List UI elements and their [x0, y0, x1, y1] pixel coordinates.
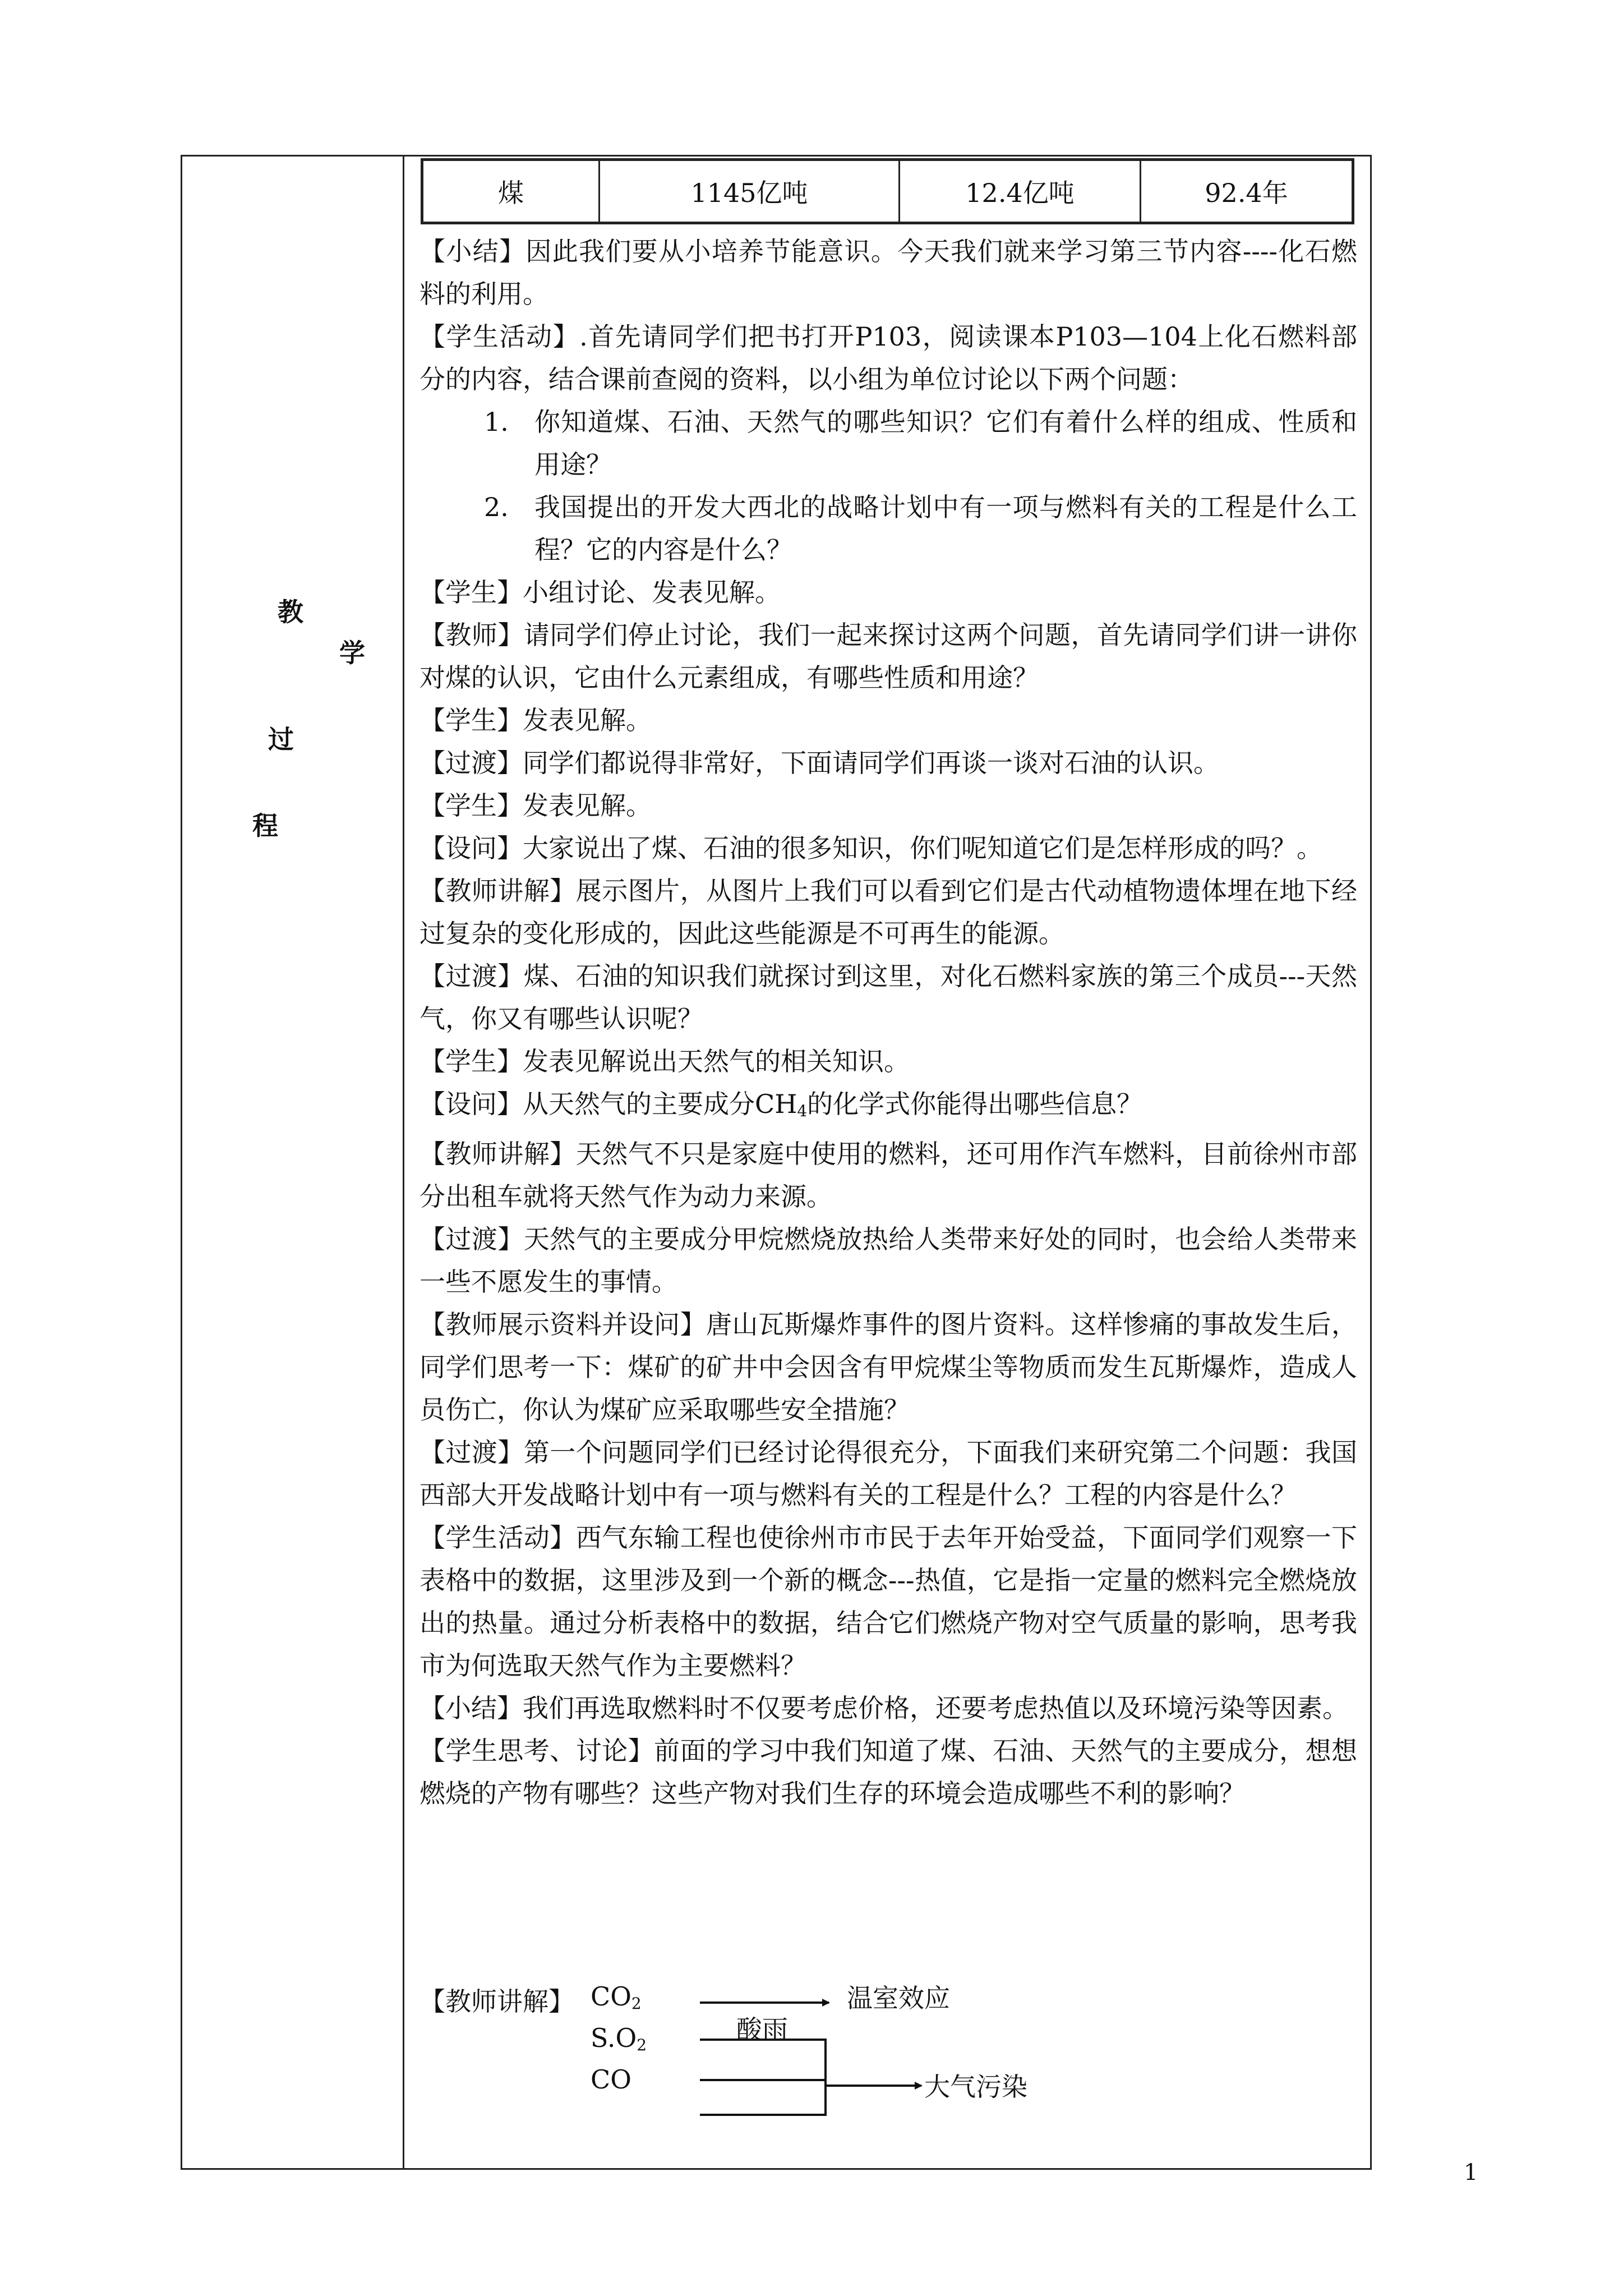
air-pollution-label: 大气污染 [924, 2072, 1027, 2102]
question-1: 1. 你知道煤、石油、天然气的哪些知识？它们有着什么样的组成、性质和用途？ [484, 407, 1357, 480]
paragraph-transition-2: 【过渡】煤、石油的知识我们就探讨到这里，对化石燃料家族的第三个成员---天然气，你又有哪些认识呢？ [419, 961, 1357, 1034]
question-2: 2. 我国提出的开发大西北的战略计划中有一项与燃料有关的工程是什么工程？它的内容是什么？ [484, 492, 1357, 565]
fuel-reserve-cell: 1145亿吨 [600, 161, 900, 222]
section-label-char-4: 程 [252, 811, 278, 841]
paragraph-summary-1: 【小结】因此我们要从小培养节能意识。今天我们就来学习第三节内容----化石燃料的利用。 [419, 236, 1358, 309]
co-label: CO [591, 2064, 631, 2095]
paragraph-transition-1: 【过渡】同学们都说得非常好，下面请同学们再谈一谈对石油的认识。 [419, 748, 1219, 778]
acid-rain-label: 酸雨 [736, 2014, 788, 2045]
column-divider [403, 155, 404, 2170]
paragraph-student-1: 【学生】小组讨论、发表见解。 [419, 577, 781, 608]
paragraph-question-2: 【设问】从天然气的主要成分$CH_4$的化学式你能得出哪些信息？ [419, 1089, 1143, 1120]
paragraph-student-activity-1: 【学生活动】.首先请同学们把书打开P103，阅读课本P103—104上化石燃料部分的内容，结合课前查阅的资料，以小组为单位讨论以下两个问题： [419, 321, 1357, 394]
co2-label: $CO_2$ [591, 1981, 642, 2013]
paragraph-student-2: 【学生】发表见解。 [419, 705, 652, 735]
paragraph-transition-4: 【过渡】第一个问题同学们已经讨论得很充分，下面我们来研究第二个问题：我国西部大开发战略计划中有一项与燃料有关的工程是什么？工程的内容是什么？ [419, 1437, 1358, 1510]
paragraph-question-1: 【设问】大家说出了煤、石油的很多知识，你们呢知道它们是怎样形成的吗？。 [419, 833, 1322, 863]
acid-rain-bracket [700, 2040, 826, 2115]
paragraph-transition-3: 【过渡】天然气的主要成分甲烷燃烧放热给人类带来好处的同时，也会给人类带来一些不愿发生的事情。 [419, 1224, 1358, 1297]
paragraph-student-activity-2: 【学生活动】西气东输工程也使徐州市市民于去年开始受益，下面同学们观察一下表格中的数据，这里涉及到一个新的概念---热值，它是指一定量的燃料完全燃烧放出的热量。通过分析表格中的数据，结合它们燃烧产物对空气质量的影响，思考我市为何选取天然气作为主要燃料？ [419, 1522, 1358, 1681]
paragraph-teacher-explain-2: 【教师讲解】天然气不只是家庭中使用的燃料，还可用作汽车燃料，目前徐州市部分出租车就将天然气作为动力来源。 [419, 1139, 1358, 1212]
fuel-name-cell: 煤 [423, 161, 600, 222]
section-label-char-2: 学 [339, 638, 365, 668]
paragraph-student-4: 【学生】发表见解说出天然气的相关知识。 [419, 1046, 910, 1076]
paragraph-summary-2: 【小结】我们再选取燃料时不仅要考虑价格，还要考虑热值以及环境污染等因素。 [419, 1693, 1348, 1723]
fuel-reserve-table [421, 158, 1354, 224]
paragraph-student-discussion: 【学生思考、讨论】前面的学习中我们知道了煤、石油、天然气的主要成分，想想燃烧的产物有哪些？这些产物对我们生存的环境会造成哪些不利的影响？ [419, 1736, 1358, 1809]
greenhouse-effect-label: 温室效应 [847, 1983, 950, 2013]
pollution-diagram [419, 1963, 1357, 2143]
paragraph-teacher-1: 【教师】请同学们停止讨论，我们一起来探讨这两个问题，首先请同学们讲一讲你对煤的认识，它由什么元素组成，有哪些性质和用途？ [419, 620, 1358, 693]
fuel-years-left-cell: 92.4年 [1205, 178, 1288, 208]
fuel-annual-output-cell: 12.4亿吨 [900, 161, 1141, 222]
lesson-content [419, 230, 1357, 1815]
teacher-explain-tag: 【教师讲解】 [419, 1986, 574, 2017]
paragraph-student-3: 【学生】发表见解。 [419, 790, 652, 821]
section-label-char-1: 教 [278, 597, 303, 627]
section-label-char-3: 过 [268, 724, 294, 754]
so2-label: $S.O_2$ [591, 2023, 647, 2054]
pollution-arrows [419, 1963, 1357, 2143]
paragraph-teacher-material: 【教师展示资料并设问】唐山瓦斯爆炸事件的图片资料。这样惨痛的事故发生后，同学们思考一下：煤矿的矿井中会因含有甲烷煤尘等物质而发生瓦斯爆炸，造成人员伤亡，你认为煤矿应采取哪些安全措施？ [419, 1309, 1358, 1425]
page-number: 1 [1464, 2160, 1478, 2185]
paragraph-teacher-explain-1: 【教师讲解】展示图片，从图片上我们可以看到它们是古代动植物遗体埋在地下经过复杂的变化形成的，因此这些能源是不可再生的能源。 [419, 876, 1358, 949]
